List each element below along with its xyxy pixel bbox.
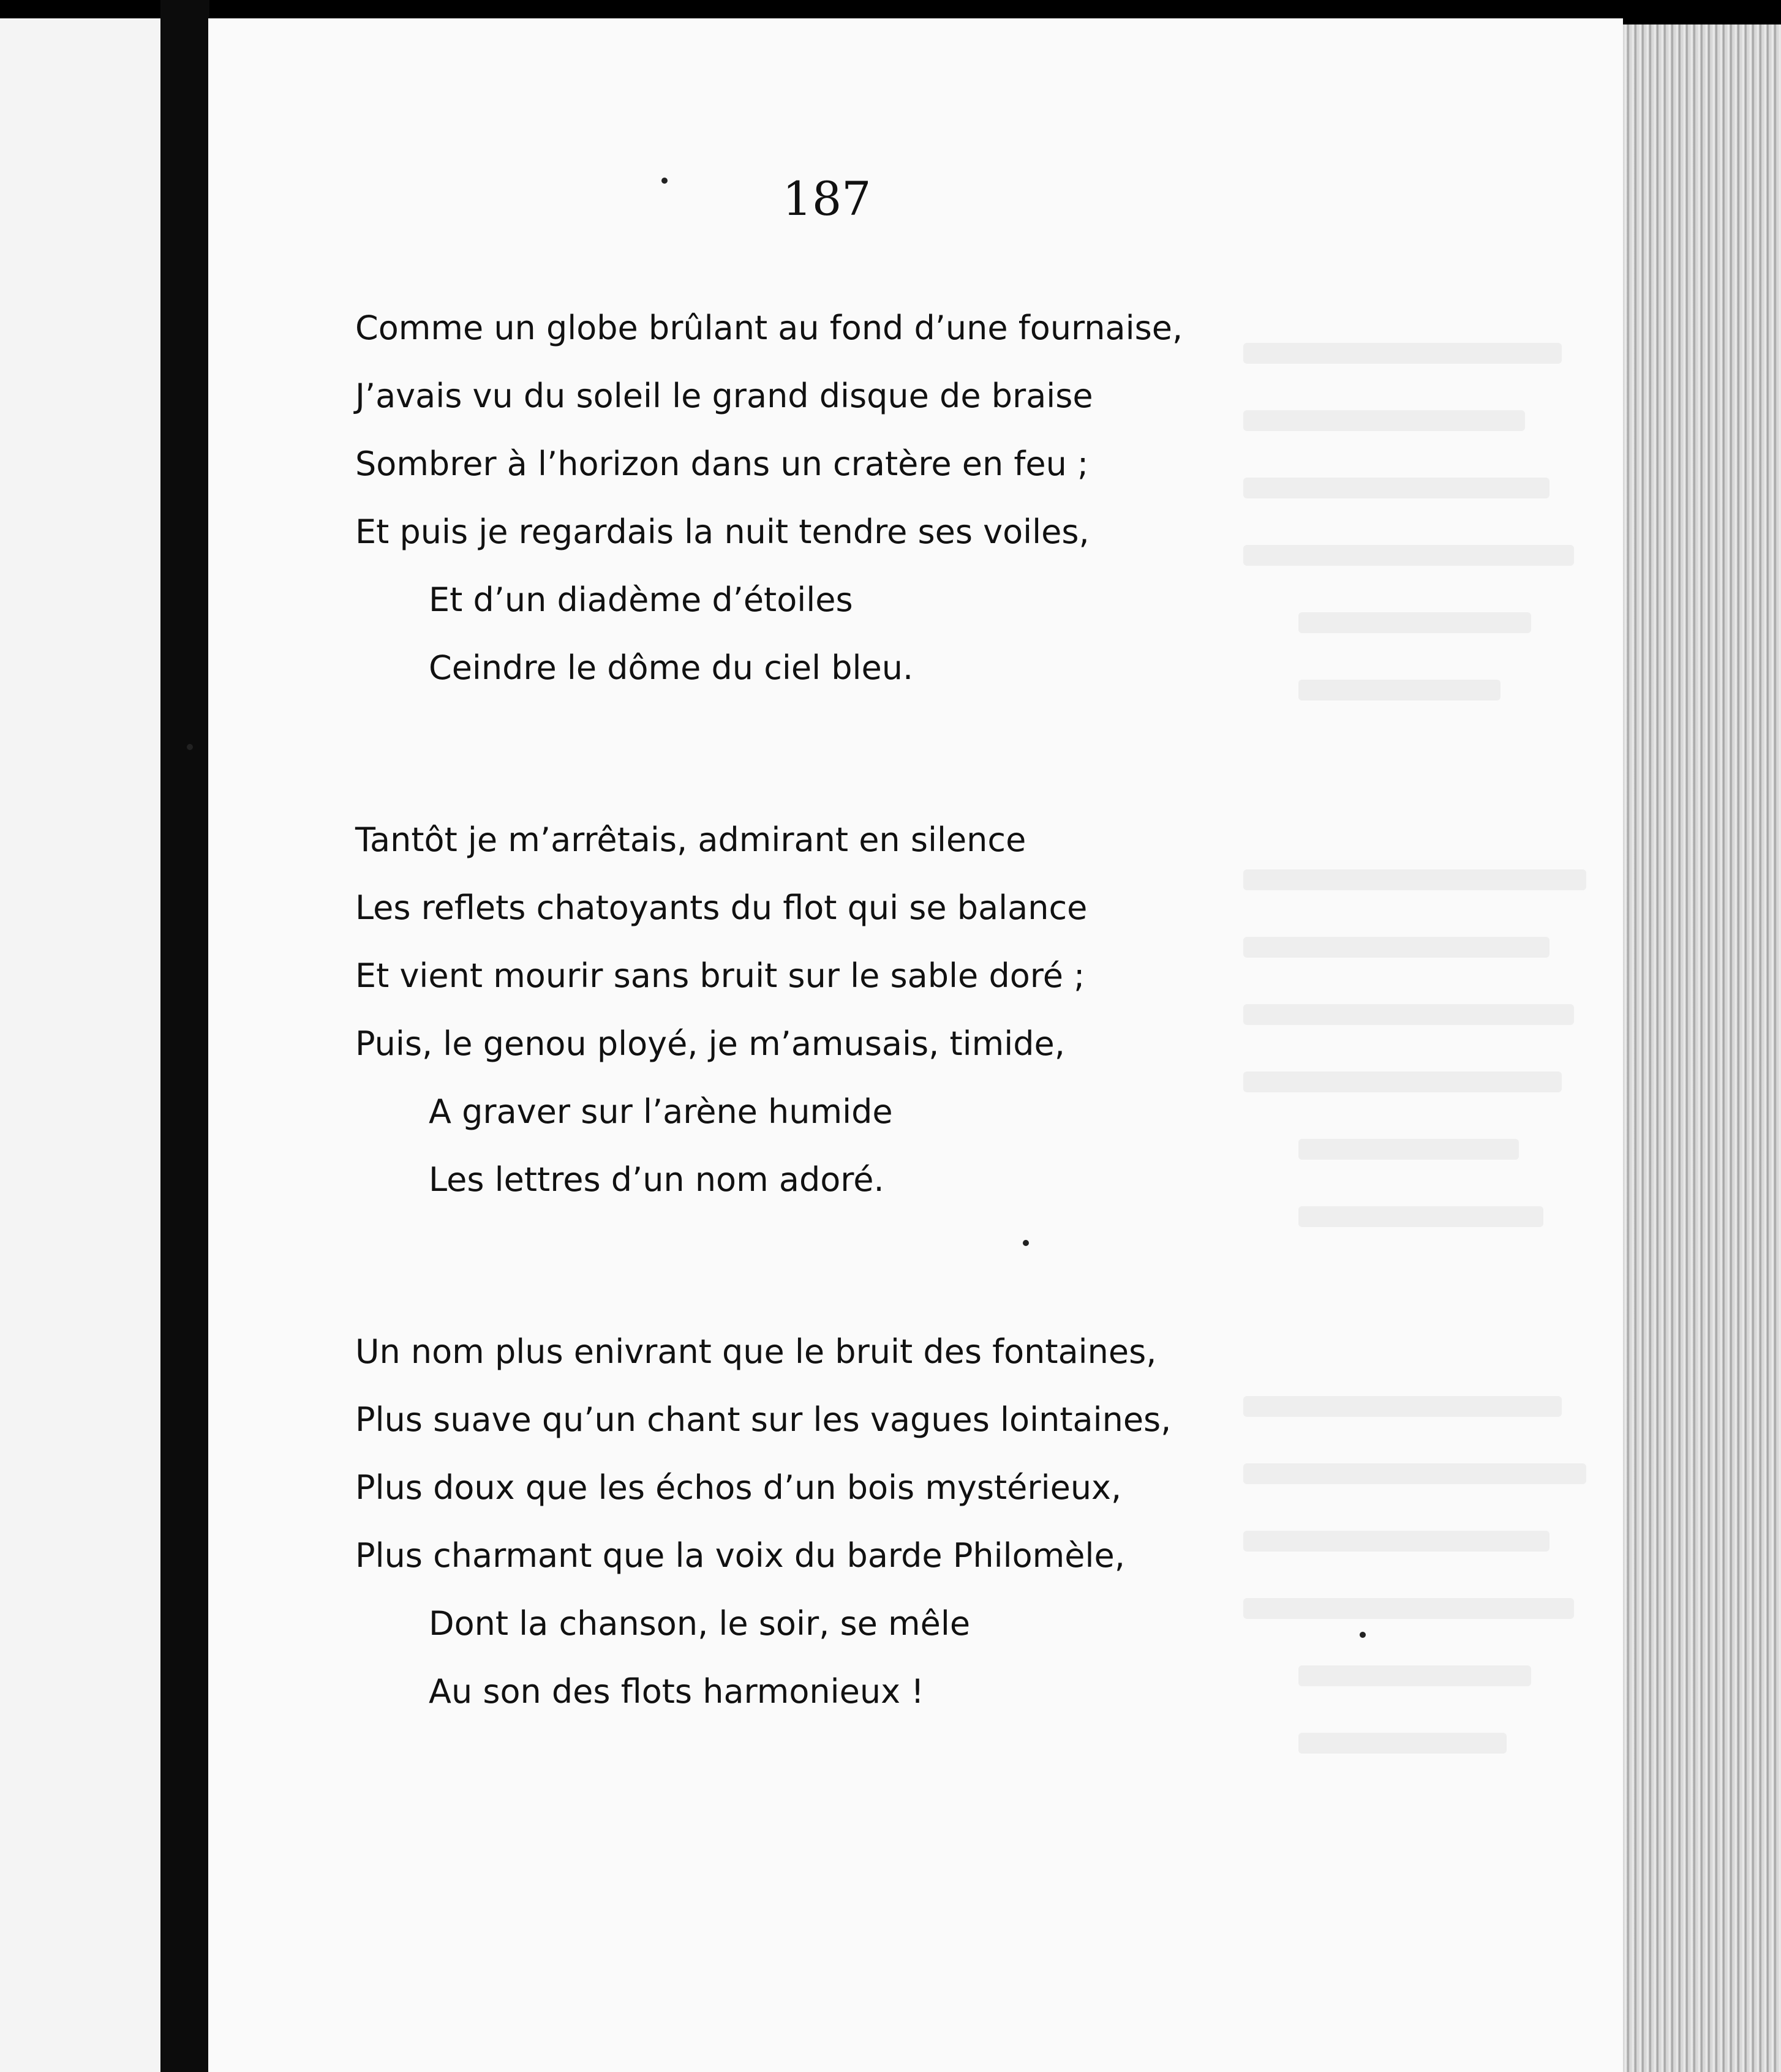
stanza [355,806,1274,1214]
stanza [355,294,1274,702]
verse-line: Un nom plus enivrant que le bruit des fontaines, [355,1332,1157,1371]
verse-line-indented: Et d’un diadème d’étoiles [429,580,853,619]
verse-line: Sombrer à l’horizon dans un cratère en feu ; [355,445,1089,483]
verse-line-indented: Dont la chanson, le soir, se mêle [429,1604,971,1643]
ink-speck [661,178,668,184]
verse-line: Comme un globe brûlant au fond d’une fournaise, [355,309,1183,347]
verse-line: Tantôt je m’arrêtais, admirant en silence [355,820,1026,859]
page-edges [1623,24,1781,2072]
verse-line: Plus charmant que la voix du barde Philomèle, [355,1536,1125,1575]
stanza [355,1318,1274,1725]
book-gutter [160,0,209,2072]
verse-line: Puis, le genou ployé, je m’amusais, timide, [355,1024,1065,1063]
facing-page-margin [0,18,160,2072]
verse-line: Et puis je regardais la nuit tendre ses voiles, [355,512,1090,551]
verse-line: Plus suave qu’un chant sur les vagues lointaines, [355,1400,1172,1439]
verse-line-indented: A graver sur l’arène humide [429,1092,893,1131]
ink-speck [187,744,193,750]
ink-speck [1023,1240,1029,1246]
verse-line-indented: Au son des flots harmonieux ! [429,1672,924,1711]
poem [355,294,1274,1830]
verse-line: Et vient mourir sans bruit sur le sable doré ; [355,956,1085,995]
verse-line: Plus doux que les échos d’un bois mystérieux, [355,1468,1122,1507]
show-through-text [1243,318,1611,1788]
ink-speck [1360,1632,1366,1638]
verse-line: J’avais vu du soleil le grand disque de braise [355,377,1093,415]
page-number: 187 [782,171,872,226]
verse-line-indented: Ceindre le dôme du ciel bleu. [429,648,914,687]
verse-line-indented: Les lettres d’un nom adoré. [429,1160,884,1199]
verse-line: Les reflets chatoyants du flot qui se balance [355,888,1088,927]
